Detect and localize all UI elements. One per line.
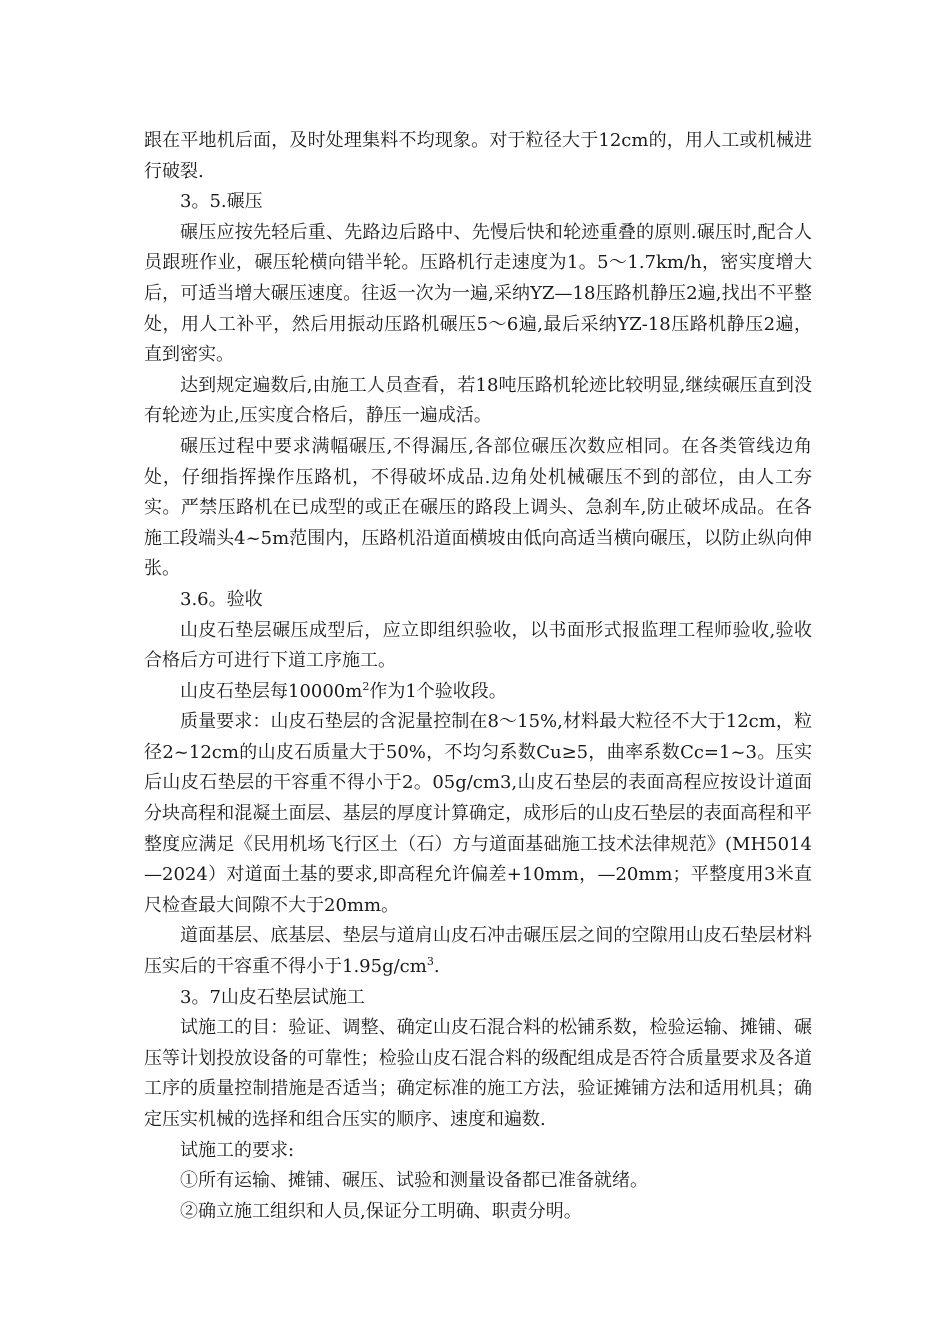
list-item: ①所有运输、摊铺、碾压、试验和测量设备都已准备就绪。 [180,1170,648,1192]
superscript: 2 [362,679,370,693]
text-run: 山皮石垫层每10000m [180,680,363,702]
paragraph: 质量要求：山皮石垫层的含泥量控制在8～15%,材料最大粒径不大于12cm，粒径2~12cm的山皮石质量大于50%，不均匀系数Cu≥5，曲率系数Cc=1~3。压实后山皮石垫层的干容重不得小于2。05g/cm3,山皮石垫层的表面高程应按设计道面分块高程和混凝土面层、基层的厚度计算确定，成形后的山皮石垫层的表面高程和平整度应满足《民用机场飞行区土（石）方与道面基础施工技术法律规范》(MH5014—2024）对道面土基的要求,即高程允许偏差+10mm，—20mm；平整度用3米直尺检查最大间隙不大于20mm。 [144,711,812,916]
list-item: ②确立施工组织和人员,保证分工明确、职责分明。 [180,1200,582,1222]
paragraph: 碾压应按先轻后重、先路边后路中、先慢后快和轮迹重叠的原则.碾压时,配合人员跟班作业，碾压轮横向错半轮。压路机行走速度为1。5～1.7km/h，密实度增大后，可适当增大碾压速度。往返一次为一遍,采纳YZ—18压路机静压2遍,找出不平整处，用人工补平，然后用振动压路机碾压5～6遍,最后采纳YZ-18压路机静压2遍，直到密实。 [144,221,812,366]
text-run: 作为1个验收段。 [369,680,507,702]
paragraph: 试施工的目：验证、调整、确定山皮石混合料的松铺系数，检验运输、摊铺、碾压等计划投放设备的可靠性；检验山皮石混合料的级配组成是否符合质量要求及各道工序的质量控制措施是否适当；确定标准的施工方法，验证摊铺方法和适用机具；确定压实机械的选择和组合压实的顺序、速度和遍数. [144,1017,812,1130]
paragraph: 试施工的要求: [180,1139,295,1161]
paragraph: 山皮石垫层碾压成型后，应立即组织验收，以书面形式报监理工程师验收,验收合格后方可进行下道工序施工。 [144,619,812,672]
paragraph [144,921,812,982]
text-run: 道面基层、底基层、垫层与道肩山皮石冲击碾压层之间的空隙用山皮石垫层材料压实后的干容重不得小于1.95g/cm [144,925,812,978]
text-run: . [433,956,440,978]
superscript: 3 [426,955,434,969]
section-heading-3-5: 3。5.碾压 [180,191,263,213]
paragraph [144,677,812,708]
section-heading-3-7: 3。7山皮石垫层试施工 [180,986,365,1008]
paragraph: 碾压过程中要求满幅碾压,不得漏压,各部位碾压次数应相同。在各类管线边角处，仔细指挥操作压路机，不得破坏成品.边角处机械碾压不到的部位，由人工夯实。严禁压路机在已成型的或正在碾压的路段上调头、急刹车,防止破坏成品。在各施工段端头4~5m范围内，压路机沿道面横坡由低向高适当横向碾压，以防止纵向伸张。 [144,435,812,580]
document-body [144,126,812,1227]
paragraph: 达到规定遍数后,由施工人员查看，若18吨压路机轮迹比较明显,继续碾压直到没有轮迹为止,压实度合格后，静压一遍成活。 [144,374,812,427]
paragraph: 跟在平地机后面，及时处理集料不均现象。对于粒径大于12cm的，用人工或机械进行破裂. [144,130,812,182]
section-heading-3-6: 3.6。验收 [180,588,263,610]
